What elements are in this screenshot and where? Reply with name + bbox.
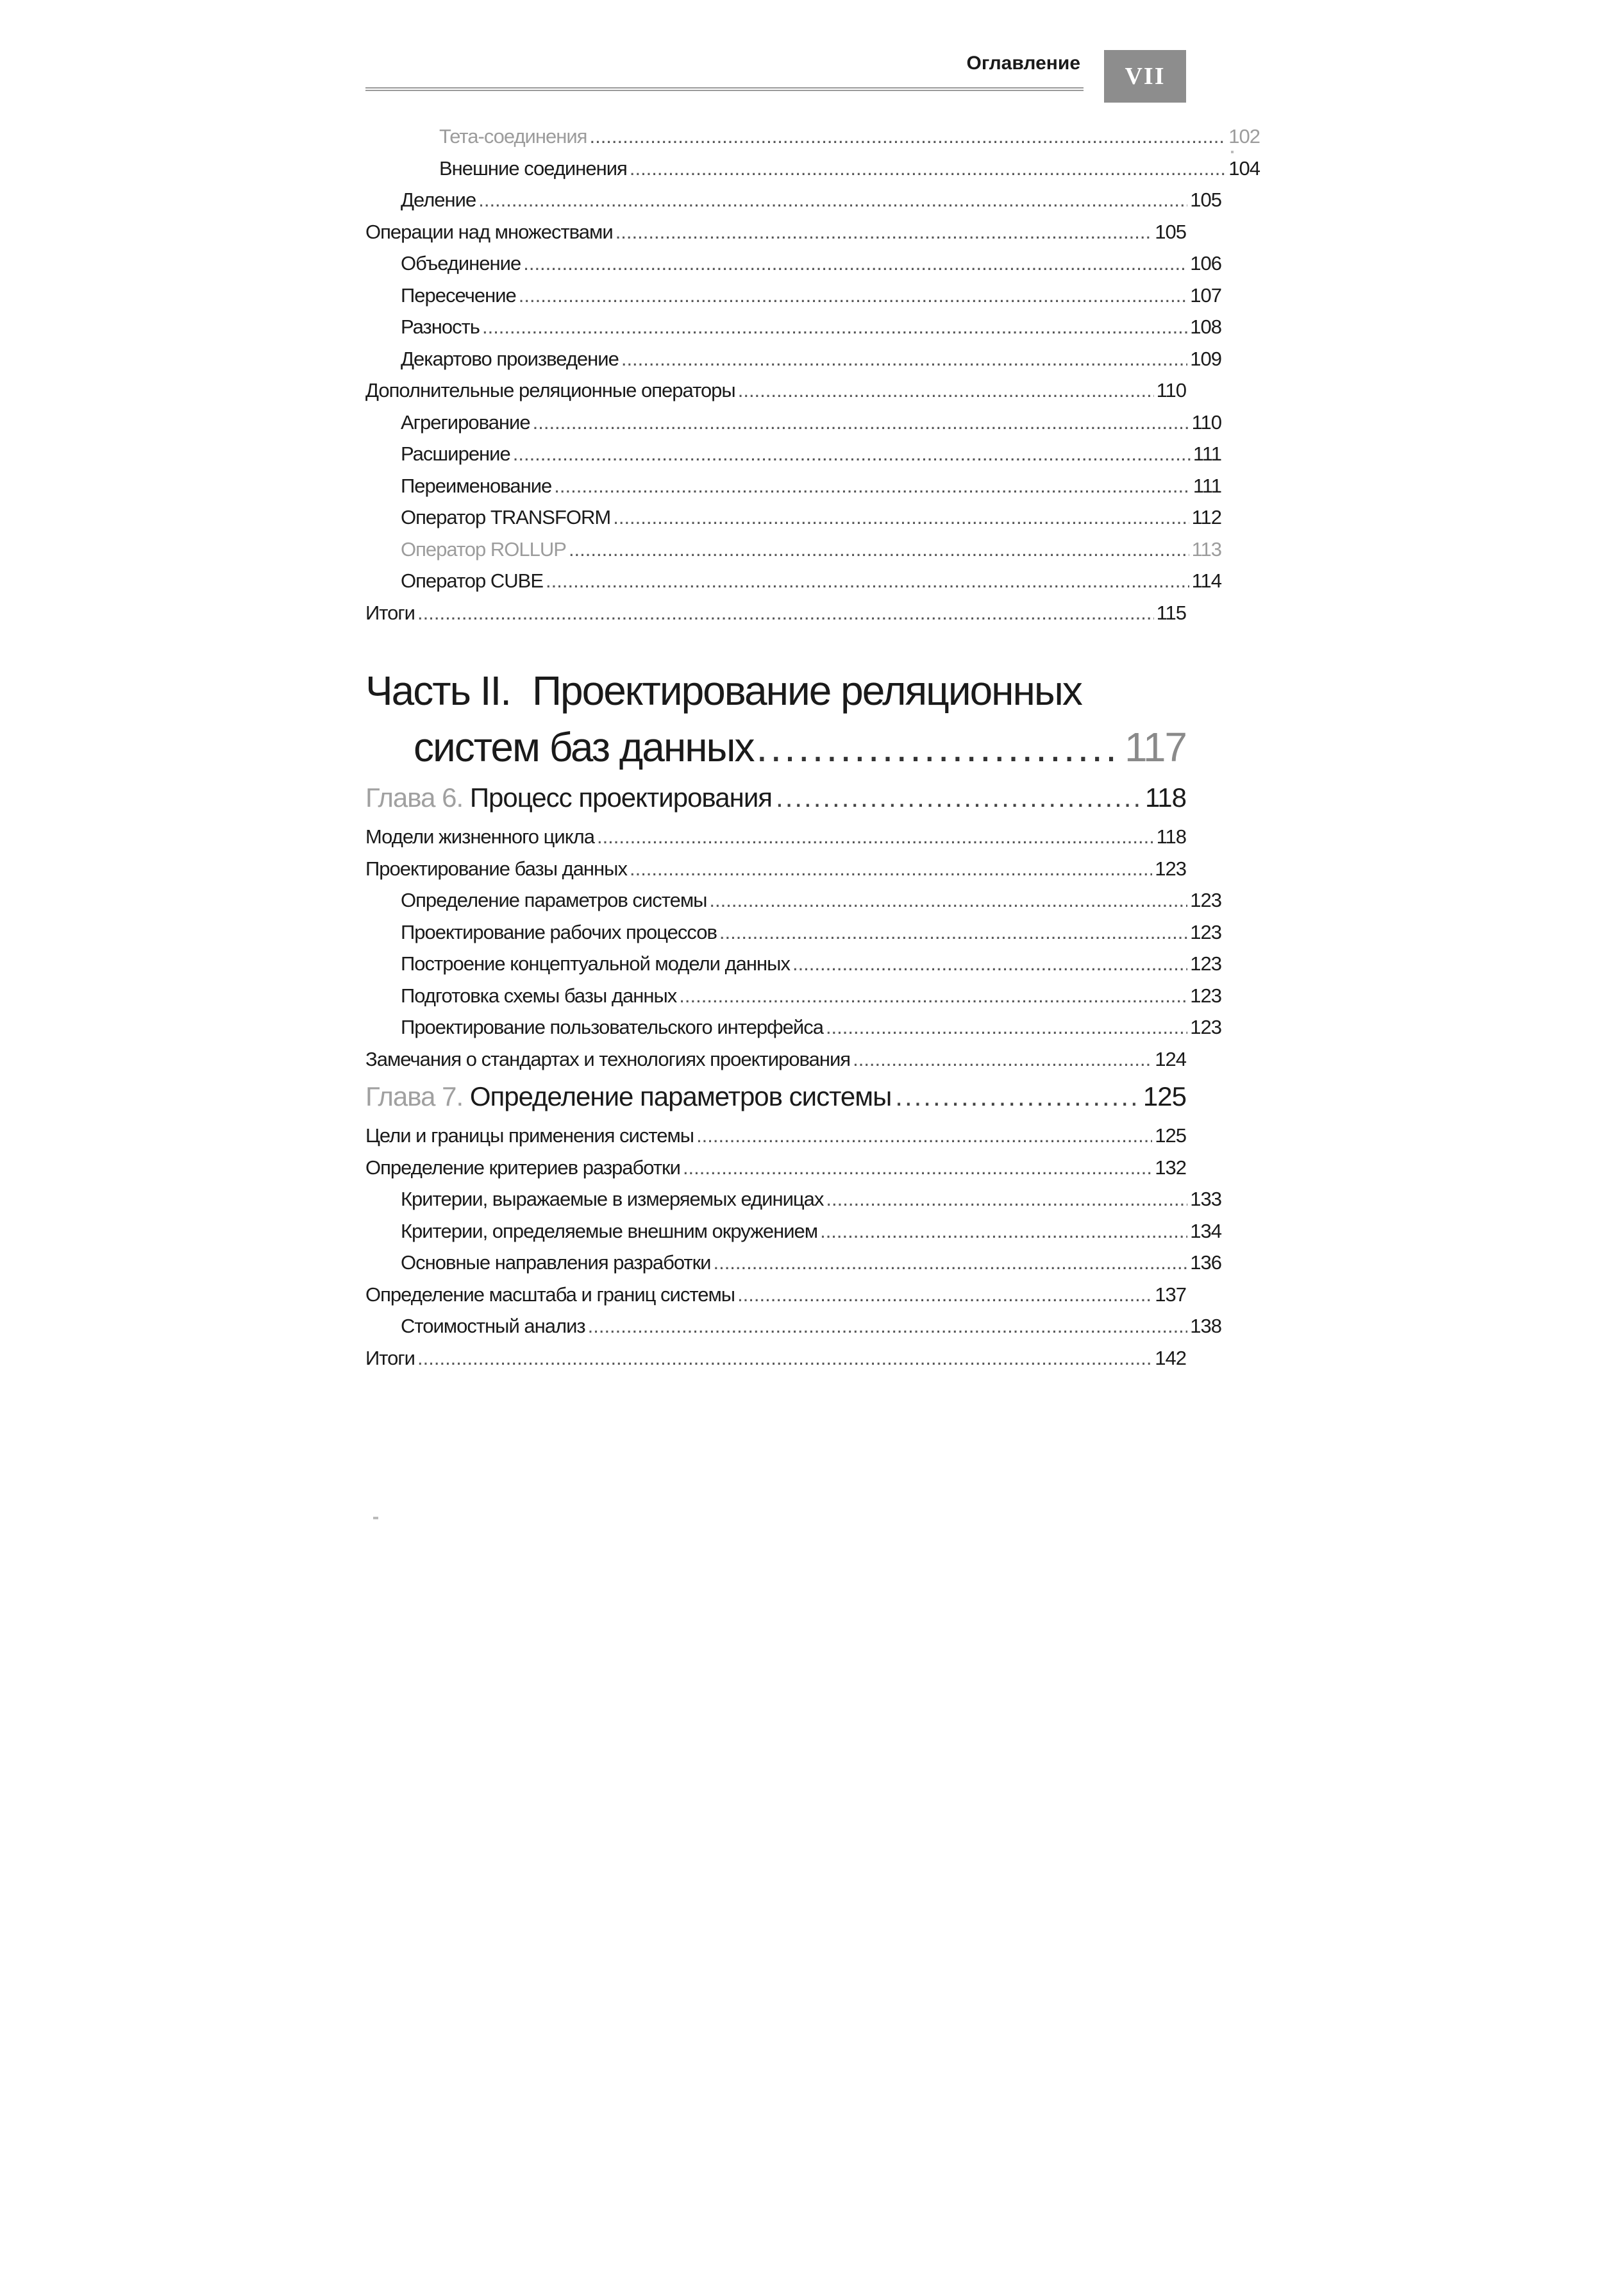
chapter-page-number: 125 bbox=[1143, 1081, 1186, 1111]
toc-entry-page: 114 bbox=[1191, 569, 1221, 592]
toc-entry bbox=[365, 1048, 1186, 1077]
toc-entry bbox=[365, 825, 1186, 855]
toc-entry-title: Замечания о стандартах и технологиях проектирования bbox=[365, 1047, 851, 1070]
chapter-6-heading bbox=[365, 782, 1186, 821]
toc-entry bbox=[365, 569, 1221, 599]
scan-speck bbox=[1231, 151, 1234, 153]
toc-entry-page: 123 bbox=[1190, 984, 1221, 1007]
toc-entry bbox=[365, 221, 1186, 250]
running-header bbox=[365, 50, 1186, 101]
toc-entry-page: 123 bbox=[1190, 889, 1221, 911]
toc-entry-title: Критерии, определяемые внешним окружением bbox=[401, 1219, 818, 1242]
toc-entry bbox=[365, 1124, 1186, 1154]
leader-dots bbox=[621, 348, 1187, 371]
toc-entry bbox=[365, 443, 1221, 472]
leader-dots bbox=[826, 1016, 1187, 1039]
toc-entry-title: Оператор TRANSFORM bbox=[401, 506, 611, 528]
leader-dots bbox=[417, 602, 1154, 625]
toc-entry-page: 112 bbox=[1191, 506, 1221, 528]
toc-entry-title: Стоимостный анализ bbox=[401, 1315, 585, 1337]
toc-entry-title: Проектирование базы данных bbox=[365, 857, 627, 880]
toc-entry-title: Итоги bbox=[365, 1346, 415, 1369]
toc-entry-page: 106 bbox=[1190, 252, 1221, 274]
leader-dots bbox=[737, 1283, 1152, 1306]
leader-dots bbox=[513, 443, 1191, 466]
leader-dots bbox=[597, 825, 1154, 848]
toc-entry-page: 134 bbox=[1190, 1219, 1221, 1242]
toc-entry-page: 133 bbox=[1190, 1188, 1221, 1210]
leader-dots bbox=[853, 1048, 1152, 1071]
leader-dots bbox=[738, 379, 1154, 402]
chapter-label: Глава 6. bbox=[365, 782, 464, 813]
toc-entry-page: 115 bbox=[1156, 601, 1186, 624]
toc-entry-title: Критерии, выражаемые в измеряемых единицах bbox=[401, 1188, 824, 1210]
toc-entry-title: Построение концептуальной модели данных bbox=[401, 952, 790, 975]
leader-dots bbox=[615, 221, 1153, 244]
scan-speck bbox=[373, 1517, 378, 1519]
leader-dots bbox=[757, 723, 1122, 771]
leader-dots bbox=[719, 921, 1187, 944]
part-title: Проектирование реляционных bbox=[532, 668, 1082, 714]
leader-dots bbox=[895, 1081, 1139, 1112]
toc-entry-page: 124 bbox=[1155, 1047, 1186, 1070]
toc-entry-title: Проектирование пользовательского интерфейса bbox=[401, 1016, 823, 1038]
toc-entry bbox=[365, 506, 1221, 536]
leader-dots bbox=[589, 125, 1226, 148]
toc-entry bbox=[365, 379, 1186, 409]
toc-entry-title: Переименование bbox=[401, 474, 552, 497]
toc-entry-page: 137 bbox=[1155, 1283, 1186, 1306]
toc-entry-page: 108 bbox=[1190, 316, 1221, 338]
toc-entry bbox=[365, 952, 1221, 982]
toc-entry-title: Объединение bbox=[401, 252, 521, 274]
toc-entry bbox=[365, 475, 1221, 504]
toc-entry bbox=[365, 1156, 1186, 1186]
header-rule bbox=[365, 87, 1084, 91]
toc-entry-title: Определение масштаба и границ системы bbox=[365, 1283, 735, 1306]
toc-entry-page: 110 bbox=[1156, 379, 1186, 401]
toc-entry-title: Определение параметров системы bbox=[401, 889, 707, 911]
toc-entry-page: 123 bbox=[1190, 920, 1221, 943]
leader-dots bbox=[533, 411, 1189, 434]
toc-entry bbox=[365, 1251, 1221, 1281]
toc-entry bbox=[365, 889, 1221, 918]
leader-dots bbox=[554, 475, 1191, 498]
toc-entry-page: 111 bbox=[1193, 474, 1221, 497]
toc-entry-title: Расширение bbox=[401, 443, 510, 465]
toc-entry-page: 123 bbox=[1190, 1016, 1221, 1038]
chapter-label: Глава 7. bbox=[365, 1081, 464, 1111]
leader-dots bbox=[776, 782, 1141, 813]
toc-entry-title: Внешние соединения bbox=[439, 156, 627, 180]
toc-entry bbox=[365, 252, 1221, 282]
toc-entry-page: 132 bbox=[1155, 1156, 1186, 1179]
toc-entry-title: Оператор CUBE bbox=[401, 569, 544, 592]
toc-entry bbox=[365, 538, 1221, 568]
toc-entry-title: Цели и границы применения системы bbox=[365, 1124, 694, 1147]
leader-dots bbox=[792, 952, 1187, 975]
toc-entry bbox=[365, 1220, 1221, 1249]
leader-dots bbox=[696, 1124, 1152, 1147]
toc-entry bbox=[365, 857, 1186, 887]
part-label: Часть II. bbox=[365, 668, 511, 714]
chapter-7-heading bbox=[365, 1081, 1186, 1120]
toc-entry-page: 123 bbox=[1190, 952, 1221, 975]
chapter-title: Определение параметров системы bbox=[469, 1081, 892, 1111]
toc-entry-page: 104 bbox=[1228, 156, 1260, 180]
leader-dots bbox=[519, 284, 1187, 307]
toc-entry-title: Итоги bbox=[365, 601, 415, 624]
leader-dots bbox=[523, 252, 1187, 275]
toc-entry-title: Основные направления разработки bbox=[401, 1251, 711, 1274]
toc-entry-title: Операции над множествами bbox=[365, 220, 613, 243]
leader-dots bbox=[613, 506, 1189, 529]
part-title-line1 bbox=[365, 667, 1186, 714]
leader-dots bbox=[546, 569, 1189, 593]
toc-entry bbox=[365, 189, 1221, 218]
toc-entry-title: Разность bbox=[401, 316, 480, 338]
toc-entry-page: 113 bbox=[1191, 537, 1221, 561]
toc-entry-page: 110 bbox=[1191, 410, 1221, 434]
chapter-page-number: 118 bbox=[1145, 782, 1186, 813]
toc-entry-title: Агрегирование bbox=[401, 410, 530, 434]
leader-dots bbox=[478, 189, 1187, 212]
toc-entry bbox=[365, 348, 1221, 377]
chapter-title: Процесс проектирования bbox=[469, 782, 773, 813]
toc-entry bbox=[365, 125, 1260, 155]
toc-entry-page: 123 bbox=[1155, 857, 1186, 880]
toc-entry-page: 138 bbox=[1190, 1315, 1221, 1337]
leader-dots bbox=[569, 538, 1189, 561]
leader-dots bbox=[820, 1220, 1187, 1243]
toc-entry-page: 111 bbox=[1193, 443, 1221, 465]
toc-entry bbox=[365, 157, 1260, 187]
toc-entry-page: 125 bbox=[1155, 1124, 1186, 1147]
toc-entry bbox=[365, 1016, 1221, 1045]
toc-entry bbox=[365, 284, 1221, 314]
book-page bbox=[365, 0, 1260, 2269]
part-page-number: 117 bbox=[1124, 724, 1186, 770]
leader-dots bbox=[588, 1315, 1188, 1338]
toc-entry bbox=[365, 1315, 1221, 1344]
toc-entry bbox=[365, 411, 1221, 441]
leader-dots bbox=[417, 1347, 1152, 1370]
toc-entry-title: Проектирование рабочих процессов bbox=[401, 920, 717, 943]
leader-dots bbox=[630, 857, 1152, 881]
toc-entry-page: 142 bbox=[1155, 1346, 1186, 1369]
toc-entry-title: Определение критериев разработки bbox=[365, 1156, 680, 1179]
toc-entry-title: Пересечение bbox=[401, 283, 516, 307]
toc-entry-title: Декартово произведение bbox=[401, 347, 619, 370]
header-title: Оглавление bbox=[966, 53, 1080, 74]
toc-entry-page: 105 bbox=[1155, 220, 1186, 243]
toc-entry bbox=[365, 602, 1186, 631]
leader-dots bbox=[709, 889, 1187, 912]
toc-entry-page: 105 bbox=[1190, 189, 1221, 211]
leader-dots bbox=[679, 984, 1187, 1008]
toc-entry-title: Тета-соединения bbox=[439, 125, 587, 148]
toc-entry bbox=[365, 1188, 1221, 1217]
toc-entry-title: Оператор ROLLUP bbox=[401, 537, 566, 561]
toc-entry-title: Подготовка схемы базы данных bbox=[401, 984, 677, 1007]
toc-entry-title: Модели жизненного цикла bbox=[365, 825, 594, 848]
leader-dots bbox=[482, 316, 1187, 339]
toc-entry bbox=[365, 1283, 1186, 1313]
leader-dots bbox=[826, 1188, 1187, 1211]
part-title-line2 bbox=[365, 723, 1186, 771]
toc-entry-title: Деление bbox=[401, 189, 476, 211]
toc-entry bbox=[365, 921, 1221, 950]
toc-entry bbox=[365, 1347, 1186, 1376]
leader-dots bbox=[683, 1156, 1152, 1179]
toc-entry-page: 102 bbox=[1228, 125, 1260, 148]
toc-entry bbox=[365, 984, 1221, 1014]
part-subtitle: систем баз данных bbox=[414, 724, 754, 770]
leader-dots bbox=[713, 1251, 1187, 1274]
toc-entry-page: 109 bbox=[1190, 347, 1221, 370]
toc-entry-page: 136 bbox=[1190, 1251, 1221, 1274]
toc-entry-page: 107 bbox=[1190, 283, 1221, 307]
toc-entry bbox=[365, 316, 1221, 345]
leader-dots bbox=[630, 157, 1226, 180]
page-number-badge: VII bbox=[1104, 50, 1186, 103]
toc-entry-page: 118 bbox=[1156, 825, 1186, 848]
part-heading bbox=[365, 667, 1186, 771]
toc-entry-title: Дополнительные реляционные операторы bbox=[365, 379, 735, 401]
